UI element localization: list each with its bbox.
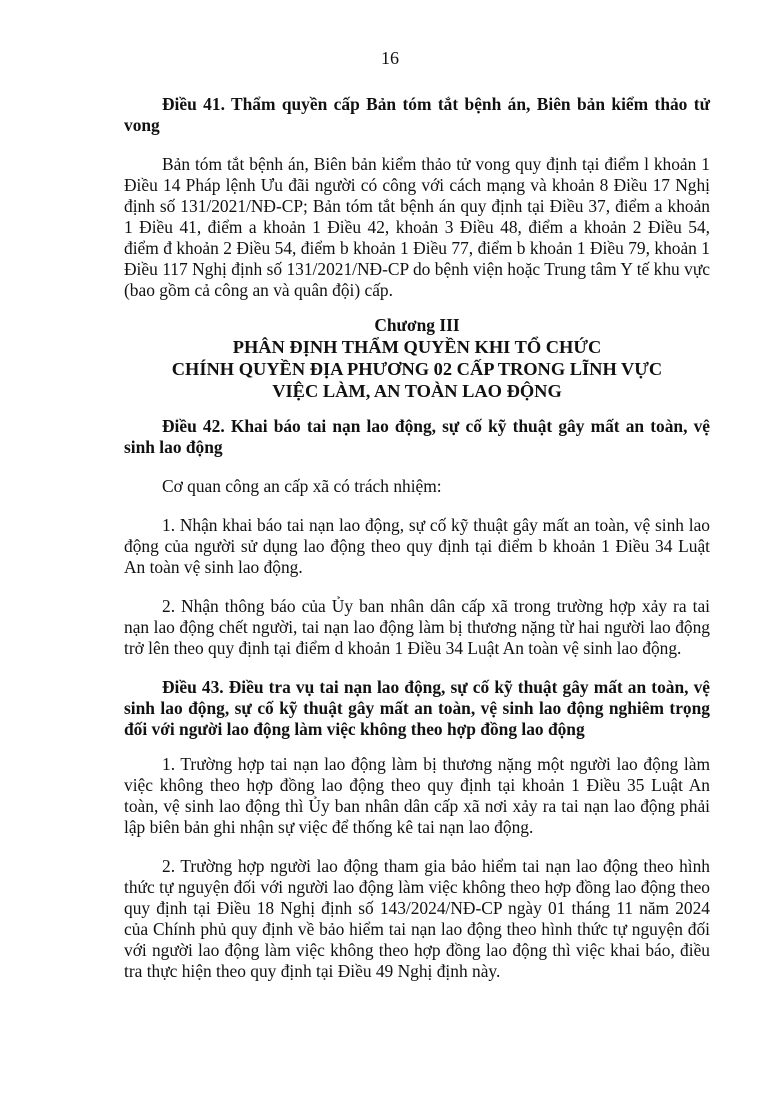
article-43-paragraph: 1. Trường hợp tai nạn lao động làm bị thương nặng một người lao động làm việc không theo hợp đồng lao động theo quy định tại khoản 1 Điều 35 Luật An toàn, vệ sinh lao động thì Ủy ban nhân dân cấp xã nơi xảy ra tai nạn lao động phải lập biên bản ghi nhận sự việc để thống kê tai nạn lao động. [124, 754, 710, 837]
article-41-paragraph: Bản tóm tắt bệnh án, Biên bản kiểm thảo tử vong quy định tại điểm l khoản 1 Điều 14 Pháp lệnh Ưu đãi người có công với cách mạng và khoản 8 Điều 17 Nghị định số 131/2021/NĐ-CP; Bản tóm tắt bệnh án quy định tại Điều 37, điểm a khoản 1 Điều 41, điểm a khoản 1 Điều 42, khoản 3 Điều 48, điểm a khoản 2 Điều 54, điểm đ khoản 2 Điều 54, điểm b khoản 1 Điều 77, điểm b khoản 1 Điều 79, khoản 1 Điều 117 Nghị định số 131/2021/NĐ-CP do bệnh viện hoặc Trung tâm Y tế khu vực (bao gồm cả công an và quân đội) cấp. [124, 154, 710, 300]
article-42-paragraph: 1. Nhận khai báo tai nạn lao động, sự cố kỹ thuật gây mất an toàn, vệ sinh lao động của người sử dụng lao động theo quy định tại điểm b khoản 1 Điều 34 Luật An toàn vệ sinh lao động. [124, 515, 710, 577]
article-42-paragraph: Cơ quan công an cấp xã có trách nhiệm: [162, 476, 442, 496]
chapter-title-line: CHÍNH QUYỀN ĐỊA PHƯƠNG 02 CẤP TRONG LĨNH VỰC [171, 359, 663, 379]
document-body [124, 94, 710, 982]
page-number: 16 [381, 48, 399, 68]
chapter-title-line: VIỆC LÀM, AN TOÀN LAO ĐỘNG [272, 381, 562, 401]
article-43-paragraph: 2. Trường hợp người lao động tham gia bảo hiểm tai nạn lao động theo hình thức tự nguyện đối với người lao động làm việc không theo hợp đồng lao động theo quy định tại Điều 18 Nghị định số 143/2024/NĐ-CP ngày 01 tháng 11 năm 2024 của Chính phủ quy định về bảo hiểm tai nạn lao động theo hình thức tự nguyện đối với người lao động làm việc không theo hợp đồng lao động thì việc khai báo, điều tra thực hiện theo quy định tại Điều 49 Nghị định này. [124, 856, 710, 981]
chapter-label: Chương III [374, 315, 460, 335]
chapter-heading [124, 315, 710, 402]
article-42-paragraph: 2. Nhận thông báo của Ủy ban nhân dân cấp xã trong trường hợp xảy ra tai nạn lao động chết người, tai nạn lao động làm bị thương nặng từ hai người lao động trở lên theo quy định tại điểm d khoản 1 Điều 34 Luật An toàn vệ sinh lao động. [124, 596, 710, 658]
chapter-title-line: PHÂN ĐỊNH THẨM QUYỀN KHI TỔ CHỨC [232, 337, 602, 357]
article-41-title: Điều 41. Thẩm quyền cấp Bản tóm tắt bệnh án, Biên bản kiểm thảo tử vong [124, 94, 710, 135]
article-42-title: Điều 42. Khai báo tai nạn lao động, sự cố kỹ thuật gây mất an toàn, vệ sinh lao động [124, 416, 710, 457]
article-43-title: Điều 43. Điều tra vụ tai nạn lao động, sự cố kỹ thuật gây mất an toàn, vệ sinh lao động, sự cố kỹ thuật gây mất an toàn, vệ sinh lao động nghiêm trọng đối với người lao động làm việc không theo hợp đồng lao động [124, 677, 710, 739]
